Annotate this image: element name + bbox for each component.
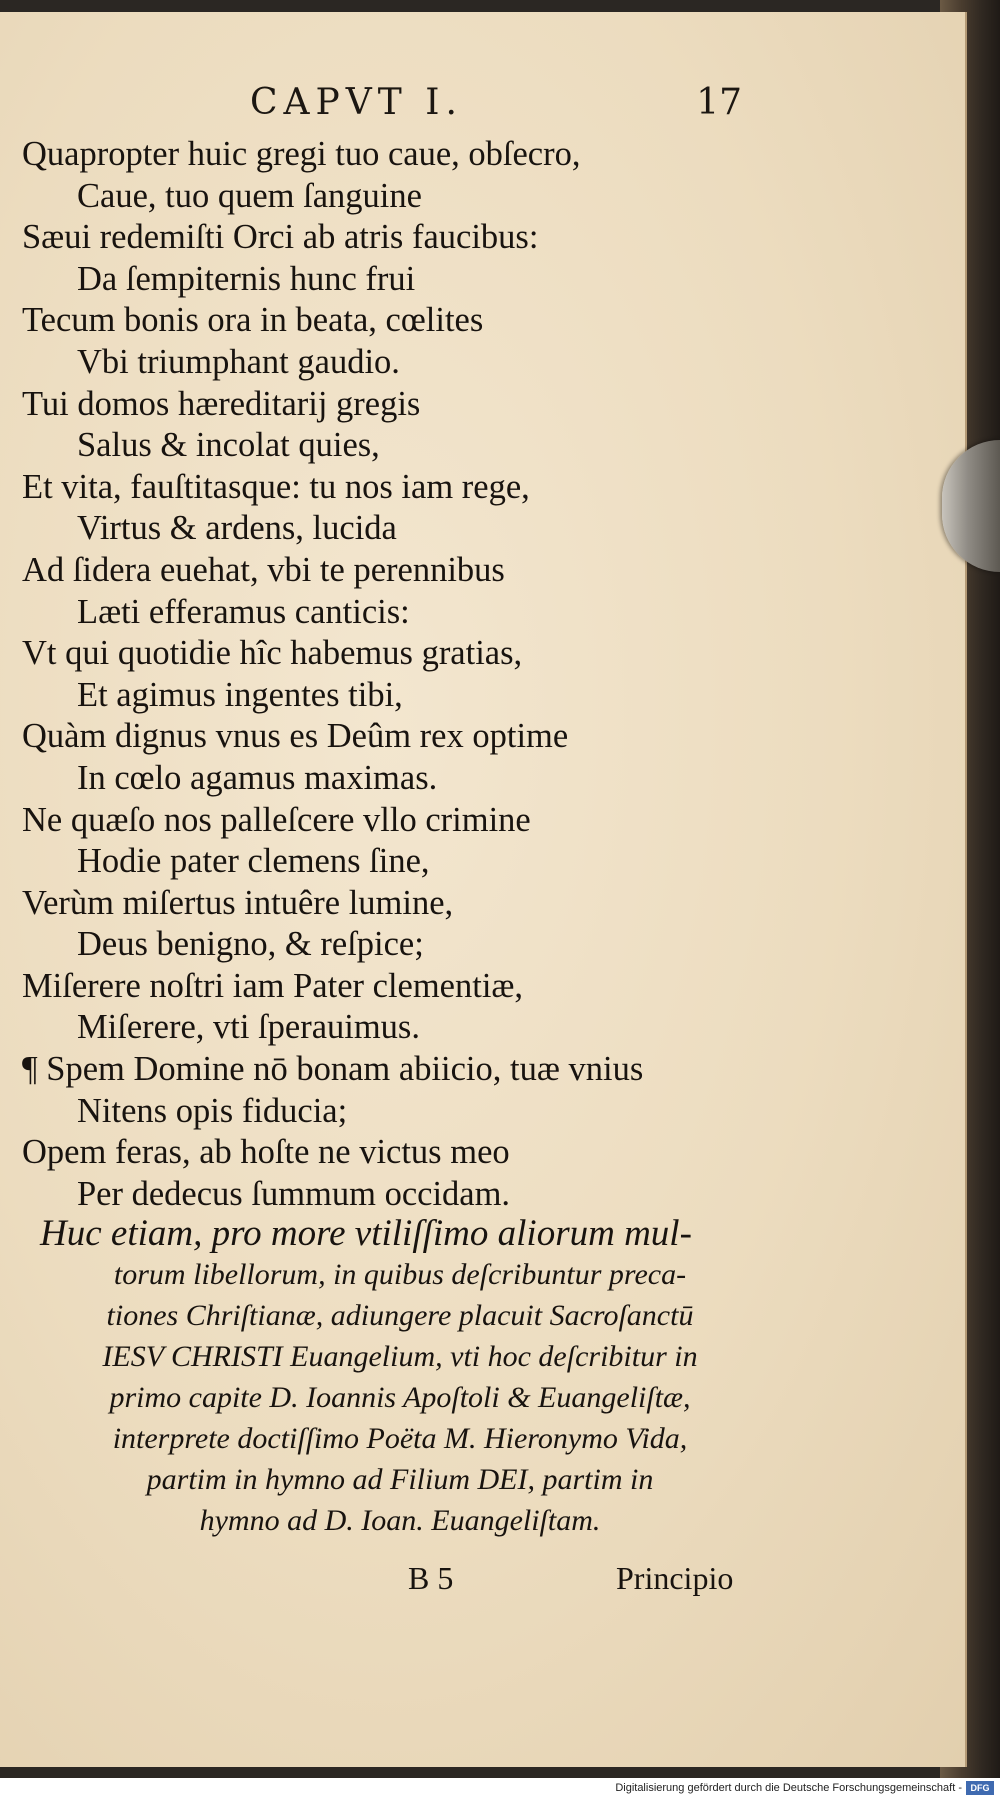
prose-line: primo capite D. Ioannis Apoſtoli & Euangeliſtæ, <box>109 1381 691 1414</box>
verse-line: Da ſempiternis hunc frui <box>77 259 416 298</box>
folio-number: 17 <box>696 82 742 123</box>
funding-credit: Digitalisierung gefördert durch die Deutsche Forschungsgemeinschaft - <box>615 1782 962 1794</box>
verse-line: Miſerere, vti ſperauimus. <box>77 1008 420 1047</box>
verse-line: Sæui redemiſti Orci ab atris faucibus: <box>22 218 539 257</box>
verse-line: Tecum bonis ora in beata, cœlites <box>22 301 484 340</box>
verse-line: Quàm dignus vnus es Deûm rex optime <box>22 717 569 756</box>
verse-line: Læti efferamus canticis: <box>77 592 410 631</box>
verse-line: Virtus & ardens, lucida <box>77 509 397 548</box>
verse-line: In cœlo agamus maximas. <box>77 758 438 797</box>
verse-line: Deus benigno, & reſpice; <box>77 925 424 964</box>
verse-line: Opem feras, ab hoſte ne victus meo <box>22 1133 510 1172</box>
verse-line: Verùm miſertus intuêre lumine, <box>22 883 454 922</box>
prose-line: torum libellorum, in quibus deſcribuntur preca- <box>113 1258 687 1291</box>
digitization-footer <box>0 1778 1000 1799</box>
prose-line: tiones Chriſtianæ, adiungere placuit Sacroſanctū <box>106 1299 694 1332</box>
verse-line: Vbi triumphant gaudio. <box>77 342 400 381</box>
verse-line: Ad ſidera euehat, vbi te perennibus <box>22 550 505 589</box>
verse-line: Tui domos hæreditarij gregis <box>22 384 421 423</box>
verse-line: Nitens opis fiducia; <box>77 1091 348 1130</box>
prose-line: Huc etiam, pro more vtiliſſimo aliorum mul- <box>40 1213 692 1254</box>
verse-line: Quapropter huic gregi tuo caue, obſecro, <box>22 135 581 173</box>
verse-line: Miſerere noſtri iam Pater clementiæ, <box>22 966 524 1005</box>
verse-line: Et agimus ingentes tibi, <box>77 675 403 714</box>
prose-line: partim in hymno ad Filium DEI, partim in <box>146 1463 654 1496</box>
prose-paragraph <box>40 1213 760 1541</box>
running-header <box>250 82 770 132</box>
verse-line: Per dedecus ſummum occidam. <box>77 1174 511 1213</box>
verse-line: Salus & incolat quies, <box>77 426 380 465</box>
verse-line: Ne quæſo nos palleſcere vllo crimine <box>22 800 531 839</box>
prose-line: IESV CHRISTI Euangelium, vti hoc deſcribitur in <box>102 1340 698 1373</box>
verse-line: Caue, tuo quem ſanguine <box>77 176 422 215</box>
verse-line: ¶ Spem Domine nō bonam abiicio, tuæ vnius <box>22 1050 644 1089</box>
verse-line: Hodie pater clemens ſine, <box>77 842 430 881</box>
verse-line: Et vita, fauſtitasque: tu nos iam rege, <box>22 467 530 506</box>
verse-line: Vt qui quotidie hîc habemus gratias, <box>22 634 523 673</box>
signature-mark: B 5 <box>408 1560 454 1596</box>
dfg-logo: DFG <box>966 1781 994 1795</box>
chapter-title: CAPVT I. <box>250 82 463 123</box>
prose-line: interprete doctiſſimo Poëta M. Hieronymo Vida, <box>112 1422 688 1455</box>
verse-block <box>22 134 782 1215</box>
prose-line: hymno ad D. Ioan. Euangeliſtam. <box>199 1504 601 1537</box>
catchword: Principio <box>616 1560 734 1596</box>
